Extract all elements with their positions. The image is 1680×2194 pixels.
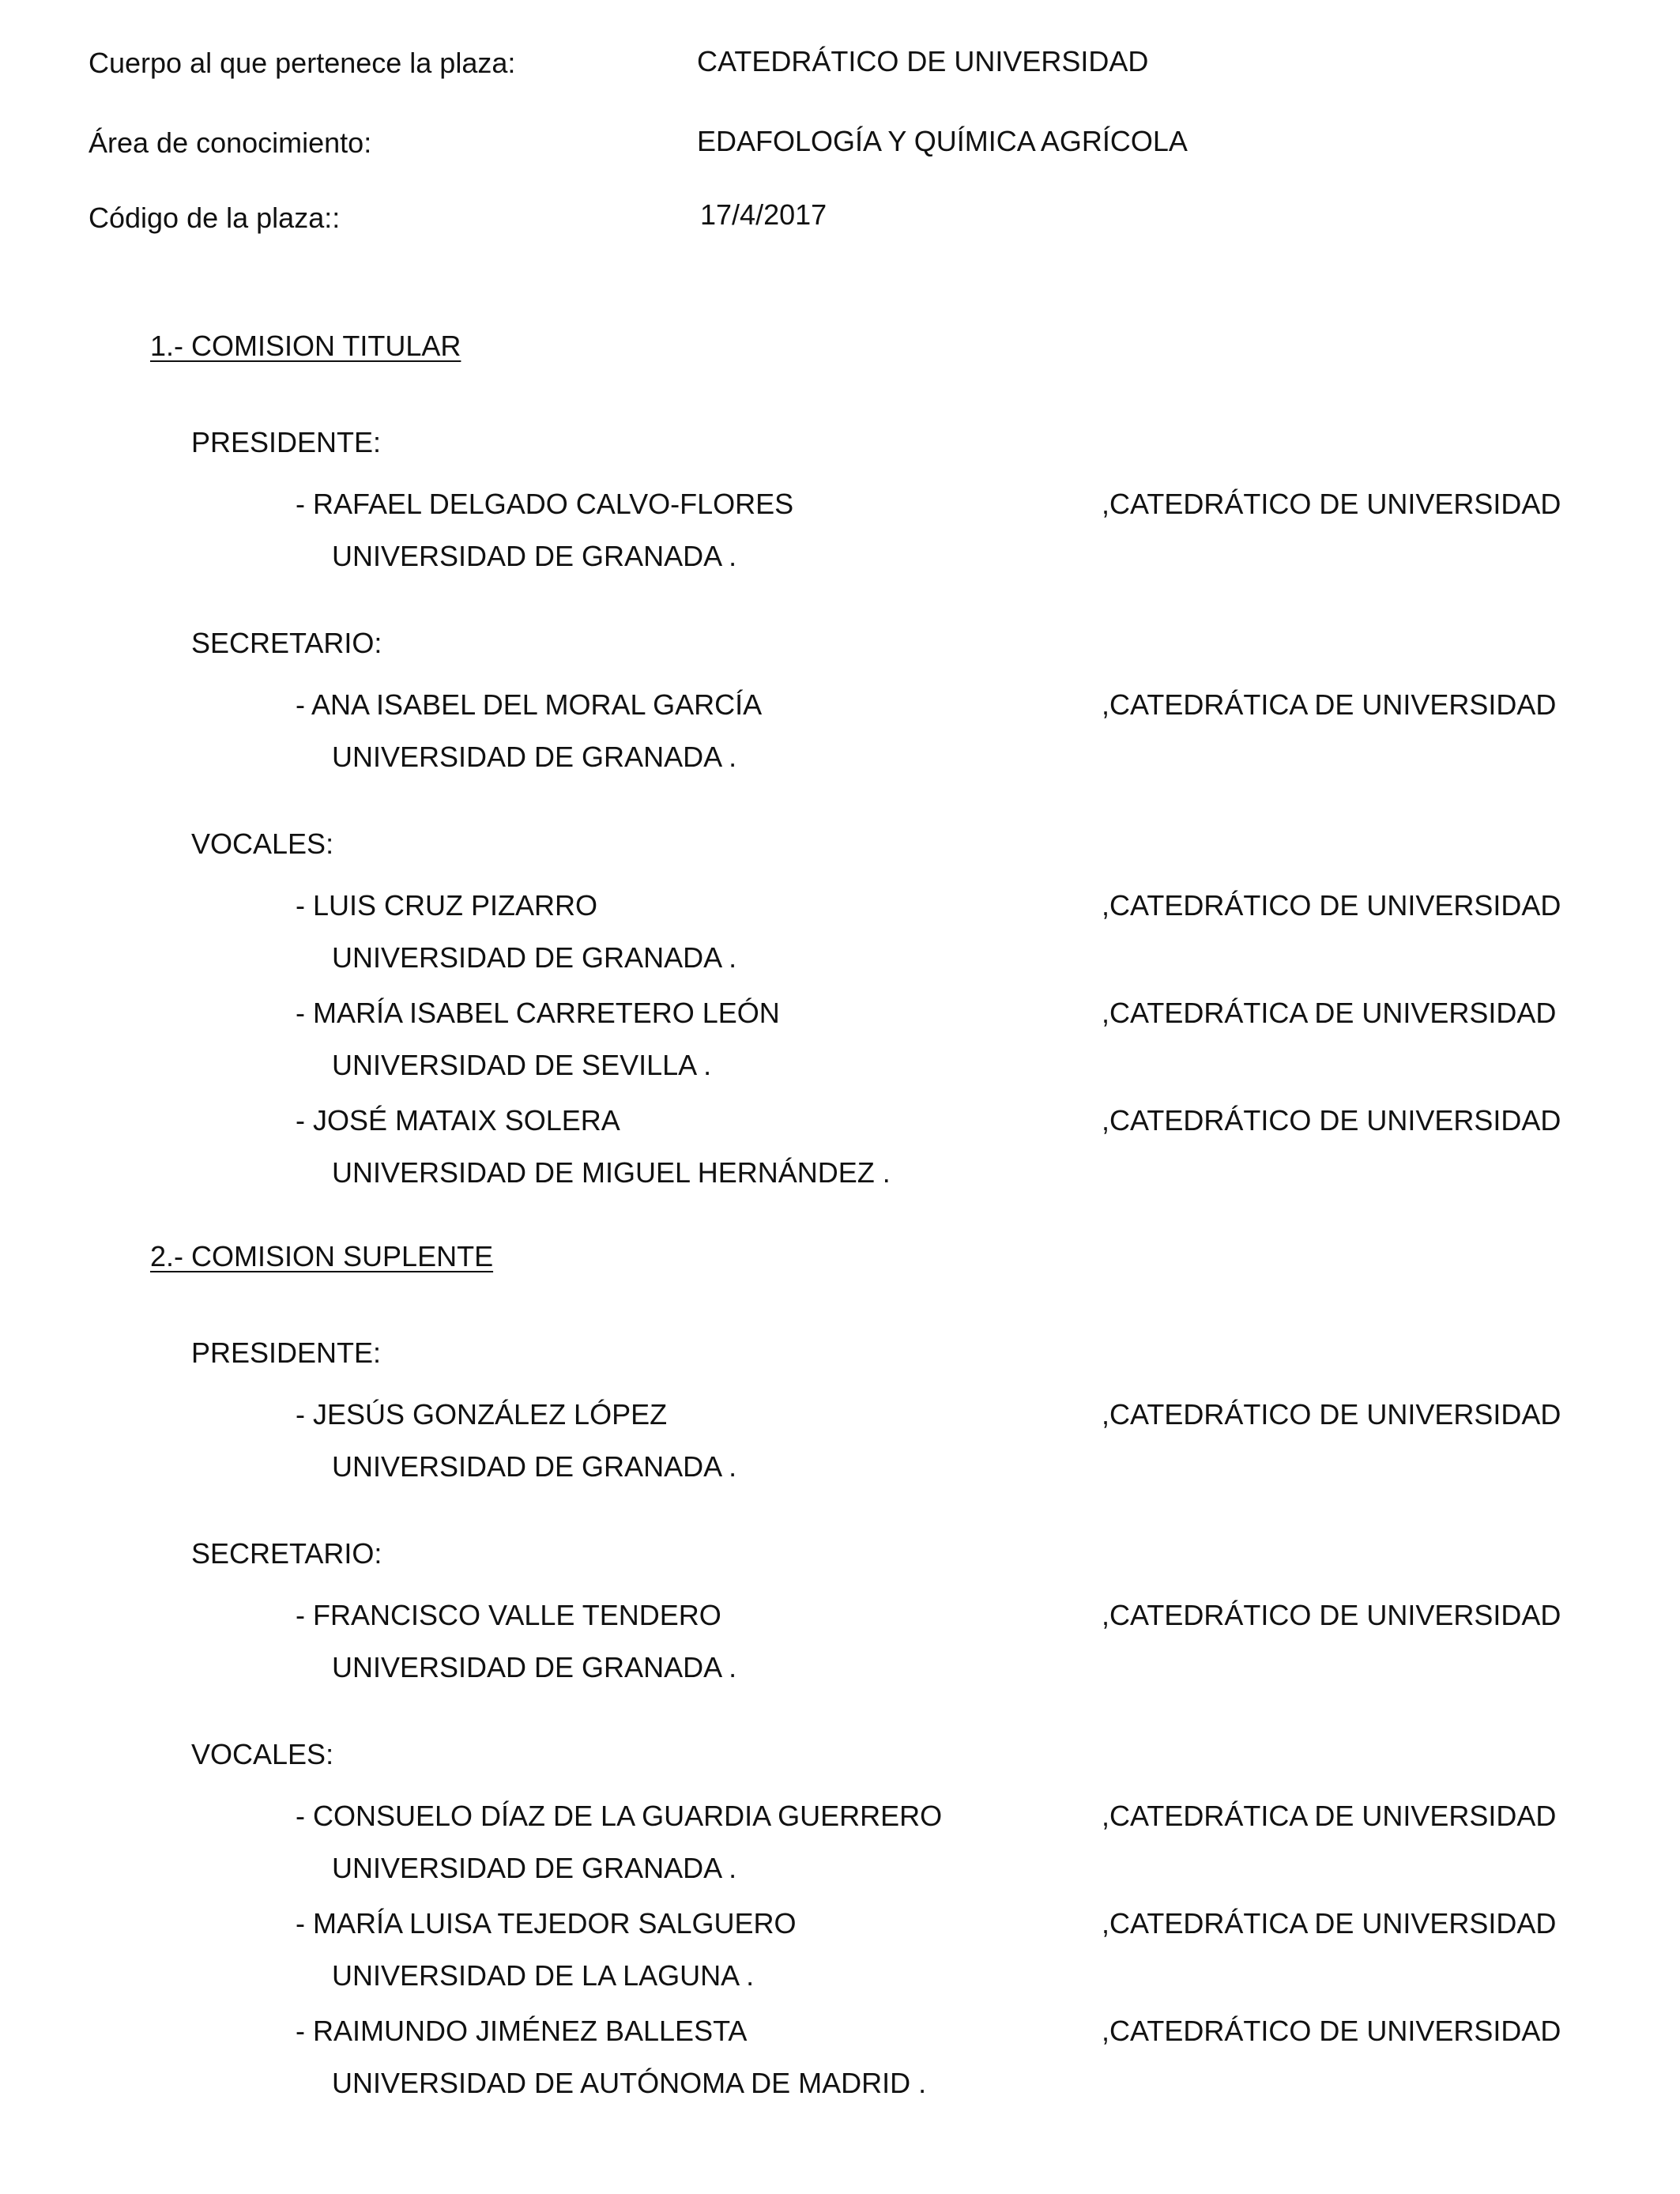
member-name: - MARÍA LUISA TEJEDOR SALGUERO — [296, 1907, 797, 1940]
member-name: - JESÚS GONZÁLEZ LÓPEZ — [296, 1398, 668, 1431]
cuerpo-label: Cuerpo al que pertenece la plaza: — [89, 47, 516, 79]
member-role: ,CATEDRÁTICA DE UNIVERSIDAD — [1102, 688, 1557, 721]
member-name: - JOSÉ MATAIX SOLERA — [296, 1104, 620, 1137]
member-role: ,CATEDRÁTICO DE UNIVERSIDAD — [1102, 488, 1561, 520]
suplente-secretario-label: SECRETARIO: — [191, 1537, 382, 1570]
member-role: ,CATEDRÁTICO DE UNIVERSIDAD — [1102, 1104, 1561, 1137]
member-name: - LUIS CRUZ PIZARRO — [296, 889, 598, 922]
member-university: UNIVERSIDAD DE MIGUEL HERNÁNDEZ . — [332, 1156, 891, 1189]
member-role: ,CATEDRÁTICO DE UNIVERSIDAD — [1102, 889, 1561, 922]
member-university: UNIVERSIDAD DE GRANADA . — [332, 1450, 737, 1483]
member-university: UNIVERSIDAD DE GRANADA . — [332, 540, 737, 572]
codigo-value: 17/4/2017 — [700, 198, 827, 231]
suplente-vocales-label: VOCALES: — [191, 1738, 334, 1770]
member-role: ,CATEDRÁTICA DE UNIVERSIDAD — [1102, 1800, 1557, 1832]
member-university: UNIVERSIDAD DE AUTÓNOMA DE MADRID . — [332, 2067, 927, 2099]
member-name: - CONSUELO DÍAZ DE LA GUARDIA GUERRERO — [296, 1800, 943, 1832]
area-value: EDAFOLOGÍA Y QUÍMICA AGRÍCOLA — [697, 125, 1188, 157]
member-name: - ANA ISABEL DEL MORAL GARCÍA — [296, 688, 763, 721]
area-label: Área de conocimiento: — [89, 126, 372, 159]
member-role: ,CATEDRÁTICO DE UNIVERSIDAD — [1102, 2015, 1561, 2047]
member-university: UNIVERSIDAD DE GRANADA . — [332, 1651, 737, 1683]
member-name: - MARÍA ISABEL CARRETERO LEÓN — [296, 997, 780, 1029]
member-role: ,CATEDRÁTICA DE UNIVERSIDAD — [1102, 997, 1557, 1029]
cuerpo-value: CATEDRÁTICO DE UNIVERSIDAD — [697, 45, 1149, 77]
member-name: - FRANCISCO VALLE TENDERO — [296, 1599, 721, 1631]
member-role: ,CATEDRÁTICO DE UNIVERSIDAD — [1102, 1398, 1561, 1431]
member-role: ,CATEDRÁTICA DE UNIVERSIDAD — [1102, 1907, 1557, 1940]
member-university: UNIVERSIDAD DE LA LAGUNA . — [332, 1959, 755, 1992]
member-university: UNIVERSIDAD DE GRANADA . — [332, 1852, 737, 1884]
suplente-heading: 2.- COMISION SUPLENTE — [150, 1240, 494, 1272]
member-name: - RAIMUNDO JIMÉNEZ BALLESTA — [296, 2015, 748, 2047]
member-university: UNIVERSIDAD DE GRANADA . — [332, 941, 737, 974]
member-university: UNIVERSIDAD DE SEVILLA . — [332, 1049, 712, 1081]
titular-secretario-label: SECRETARIO: — [191, 627, 382, 659]
member-university: UNIVERSIDAD DE GRANADA . — [332, 741, 737, 773]
titular-heading: 1.- COMISION TITULAR — [150, 330, 461, 362]
suplente-presidente-label: PRESIDENTE: — [191, 1336, 382, 1369]
codigo-label: Código de la plaza:: — [89, 202, 341, 234]
titular-vocales-label: VOCALES: — [191, 827, 334, 860]
member-name: - RAFAEL DELGADO CALVO-FLORES — [296, 488, 794, 520]
member-role: ,CATEDRÁTICO DE UNIVERSIDAD — [1102, 1599, 1561, 1631]
titular-presidente-label: PRESIDENTE: — [191, 426, 382, 458]
